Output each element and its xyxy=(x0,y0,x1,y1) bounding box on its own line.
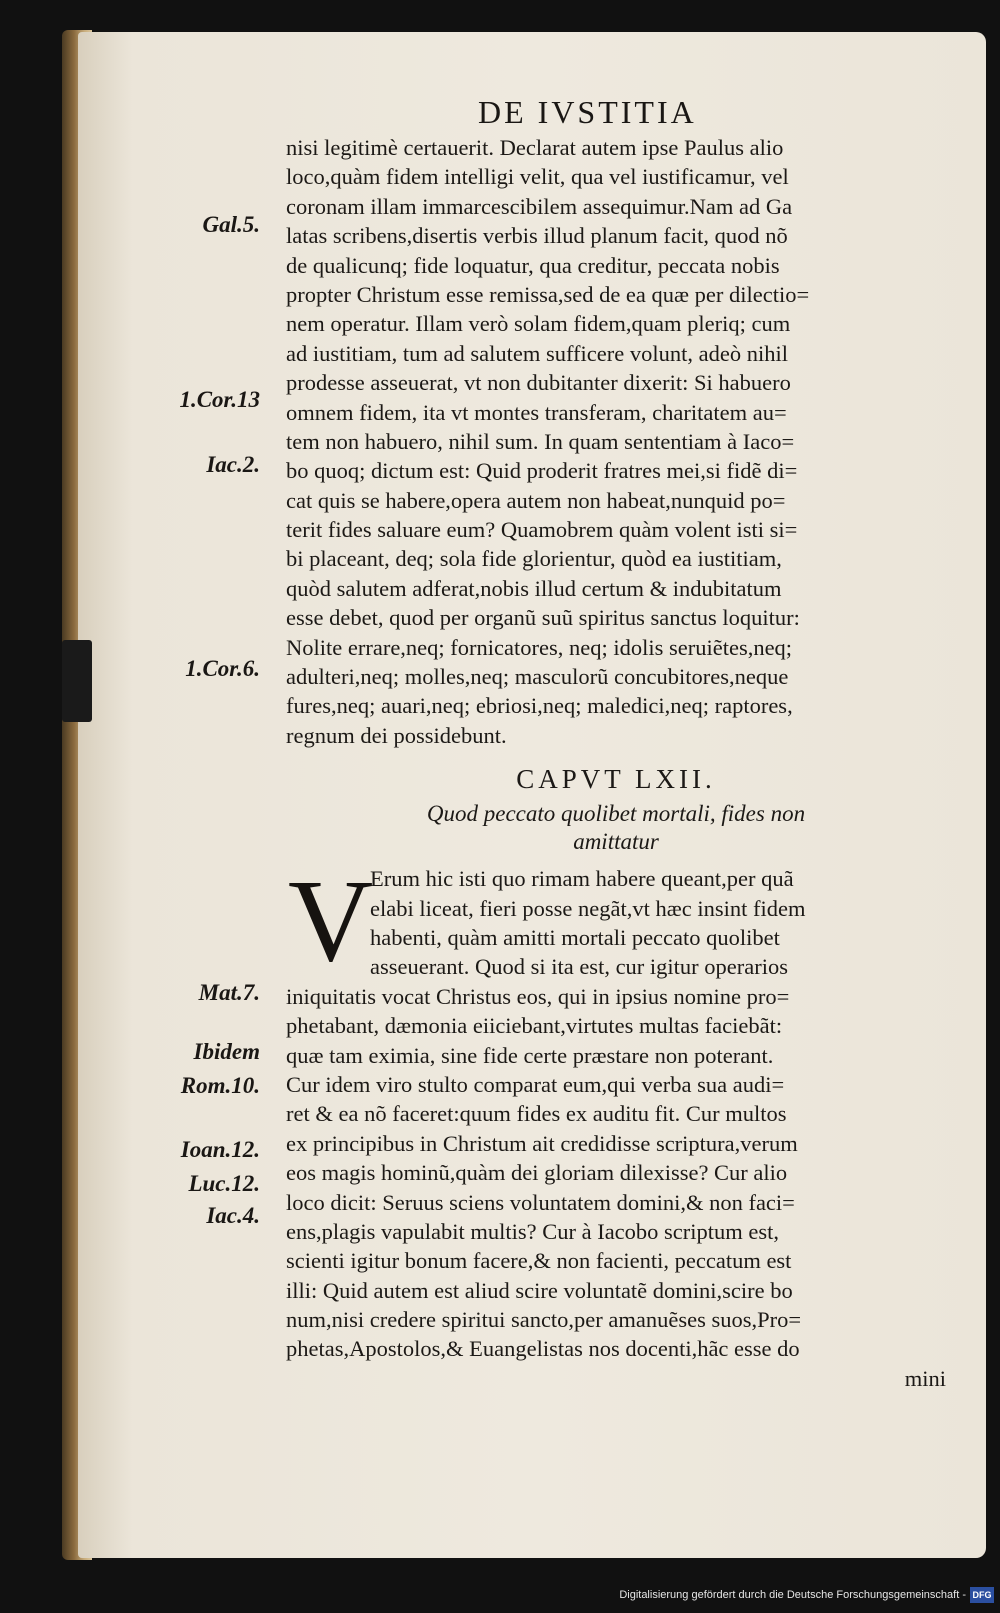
running-head: DE IVSTITIA xyxy=(478,94,697,130)
text-line: loco,quàm fidem intelligi velit, qua vel iustificamur, vel xyxy=(286,164,789,190)
text-line: ret & ea nõ faceret:quum fides ex auditu fit. Cur multos xyxy=(286,1101,787,1127)
text-line: propter Christum esse remissa,sed de ea quæ per dilectio= xyxy=(286,281,810,307)
text-line: num,nisi credere spiritui sancto,per amanuẽses suos,Pro= xyxy=(286,1307,802,1333)
funding-credit: Digitalisierung gefördert durch die Deutsche Forschungsgemeinschaft - xyxy=(619,1589,966,1601)
text-line: cat quis se habere,opera autem non habeat,nunquid po= xyxy=(286,487,786,513)
text-line: esse debet, quod per organũ suũ spiritus sanctus loquitur: xyxy=(286,605,800,631)
text-line: omnem fidem, ita vt montes transferam, charitatem au= xyxy=(286,399,787,425)
margin-note-gal: Gal.5. xyxy=(202,212,260,237)
chapter-subtitle-line: amittatur xyxy=(573,829,659,855)
text-line: phetas,Apostolos,& Euangelistas nos docenti,hãc esse do xyxy=(286,1336,800,1362)
text-line: bo quoq; dictum est: Quid proderit fratres mei,si fidẽ di= xyxy=(286,458,798,484)
text-line: phetabant, dæmonia eiiciebant,virtutes multas faciebãt: xyxy=(286,1013,783,1039)
text-line: eos magis hominũ,quàm dei gloriam dilexisse? Cur alio xyxy=(286,1160,788,1186)
text-line: quæ tam eximia, sine fide certe præstare non poterant. xyxy=(286,1042,774,1068)
catchword: mini xyxy=(904,1365,946,1391)
margin-note-rom: Rom.10. xyxy=(180,1073,260,1098)
text-line: iniquitatis vocat Christus eos, qui in ipsius nomine pro= xyxy=(286,983,790,1009)
text-line: tem non habuero, nihil sum. In quam sententiam à Iaco= xyxy=(286,428,795,454)
margin-note-mat: Mat.7. xyxy=(198,980,260,1005)
text-line: ad iustitiam, tum ad salutem sufficere volunt, adeò nihil xyxy=(286,340,788,366)
text-line: terit fides saluare eum? Quamobrem quàm volent isti si= xyxy=(286,517,798,543)
text-line: elabi liceat, fieri posse negãt,vt hæc insint fidem xyxy=(370,895,806,921)
margin-note-ioan: Ioan.12. xyxy=(180,1137,260,1162)
text-line: regnum dei possidebunt. xyxy=(286,722,507,748)
margin-note-iac4: Iac.4. xyxy=(206,1203,260,1228)
text-line: latas scribens,disertis verbis illud planum facit, quod nõ xyxy=(286,223,788,249)
text-line: Cur idem viro stulto comparat eum,qui verba sua audi= xyxy=(286,1071,785,1097)
margin-note-ibidem: Ibidem xyxy=(193,1039,260,1064)
text-line: nem operatur. Illam verò solam fidem,quam pleriq; cum xyxy=(286,311,791,337)
text-line: scienti igitur bonum facere,& non facienti, peccatum est xyxy=(286,1248,792,1274)
text-line: prodesse asseuerat, vt non dubitanter dixerit: Si habuero xyxy=(286,370,791,396)
text-line: asseuerant. Quod si ita est, cur igitur operarios xyxy=(370,954,789,980)
chapter-subtitle-line: Quod peccato quolibet mortali, fides non xyxy=(426,801,806,827)
text-line: ex principibus in Christum ait credidisse scriptura,verum xyxy=(286,1130,798,1156)
margin-note-cor13: 1.Cor.13 xyxy=(179,387,260,412)
text-line: de qualicunq; fide loquatur, qua creditur, peccata nobis xyxy=(286,252,780,278)
chapter-heading: CAPVT LXII. xyxy=(516,764,716,795)
text-line: coronam illam immarcescibilem assequimur.Nam ad Ga xyxy=(286,193,793,219)
main-text-block xyxy=(286,133,946,1393)
text-line: ens,plagis vapulabit multis? Cur à Iacobo scriptum est, xyxy=(286,1218,780,1244)
text-line: adulteri,neq; molles,neq; masculorũ concubitores,neque xyxy=(286,664,789,690)
text-line: Erum hic isti quo rimam habere queant,per quã xyxy=(370,866,794,892)
margin-note-cor6: 1.Cor.6. xyxy=(185,656,260,681)
text-line: nisi legitimè certauerit. Declarat autem ipse Paulus alio xyxy=(286,135,784,160)
text-line: Nolite errare,neq; fornicatores, neq; idolis seruiẽtes,neq; xyxy=(286,634,793,660)
dfg-logo-icon: DFG xyxy=(970,1587,994,1603)
text-line: loco dicit: Seruus sciens voluntatem domini,& non faci= xyxy=(286,1189,795,1215)
page-clip xyxy=(62,640,92,722)
margin-note-luc: Luc.12. xyxy=(188,1171,260,1196)
text-line: bi placeant, deq; sola fide glorientur, quòd ea iustitiam, xyxy=(286,546,782,572)
text-line: habenti, quàm amitti mortali peccato quolibet xyxy=(370,924,780,950)
text-line: fures,neq; auari,neq; ebriosi,neq; maledici,neq; raptores, xyxy=(286,693,793,719)
text-line: quòd salutem adferat,nobis illud certum & indubitatum xyxy=(286,575,782,601)
margin-note-iac2: Iac.2. xyxy=(206,452,260,477)
text-line: illi: Quid autem est aliud scire voluntatẽ domini,scire bo xyxy=(286,1277,793,1303)
drop-cap-initial: V xyxy=(288,855,374,986)
